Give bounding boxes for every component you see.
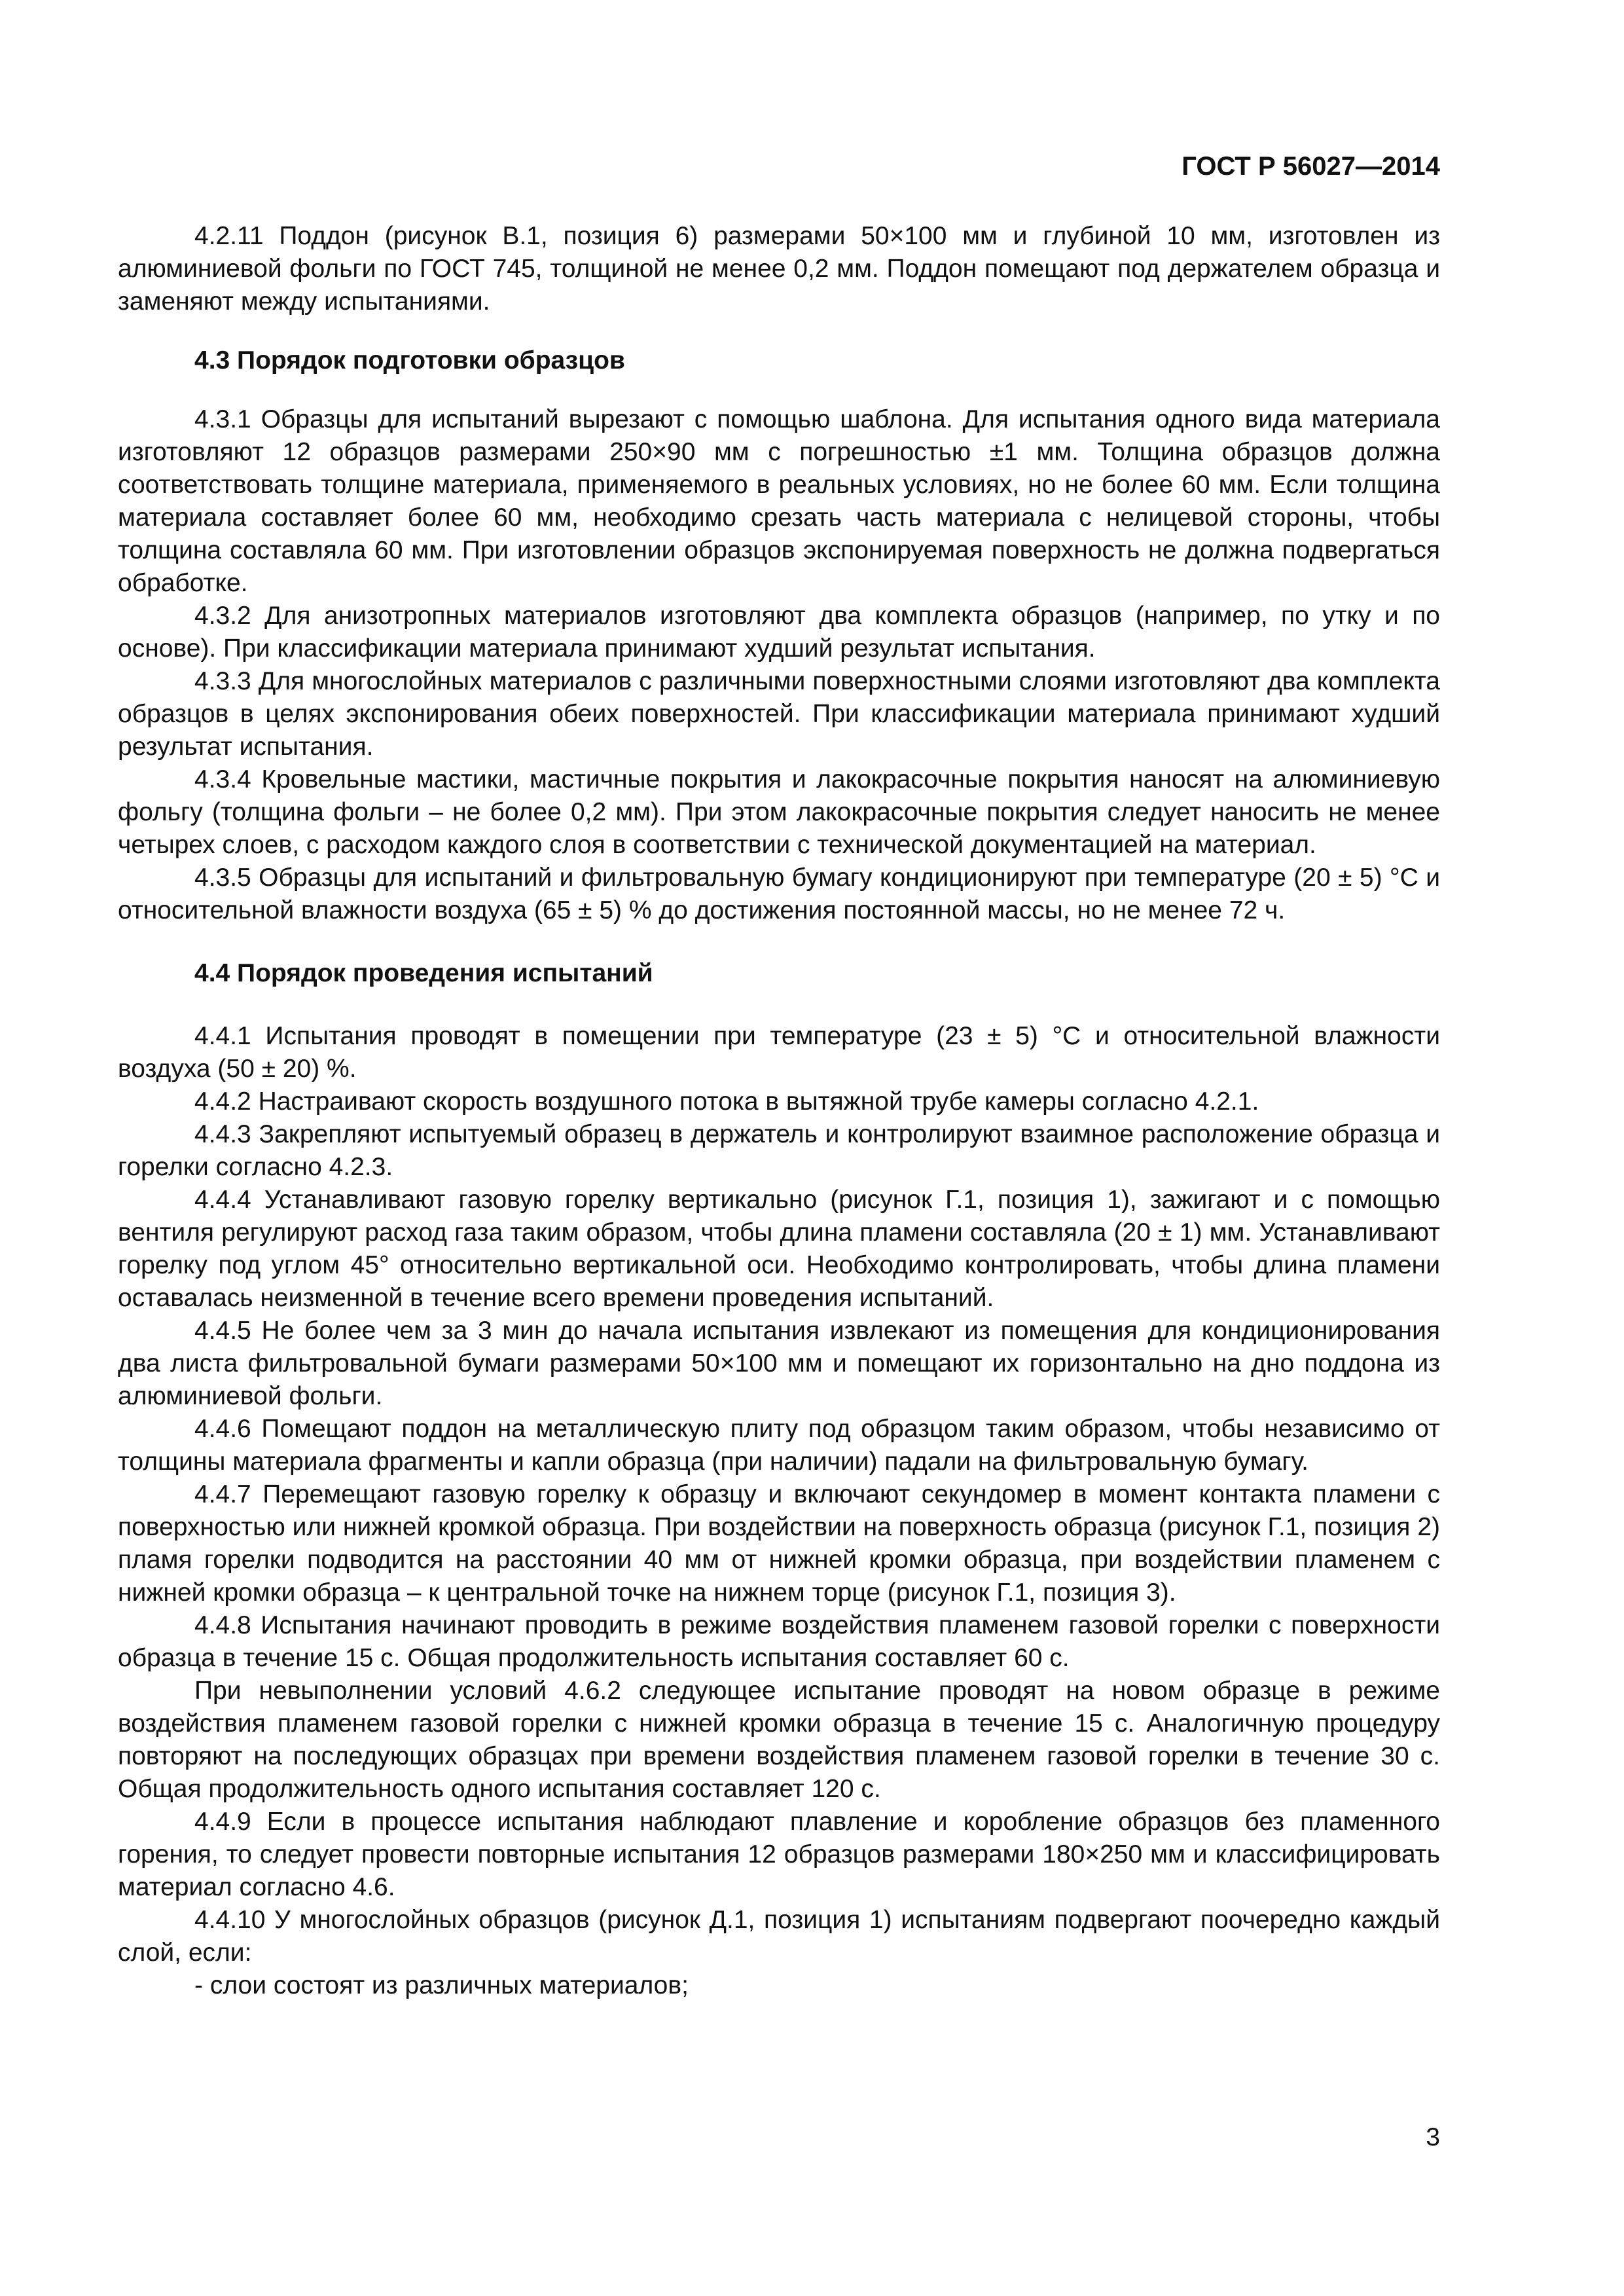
paragraph-4-4-8: 4.4.8 Испытания начинают проводить в режиме воздействия пламенем газовой горелки с поверхности образца в течение 15 с. Общая продолжительность испытания составляет 60 с.	[118, 1611, 1440, 1672]
paragraph-4-4-5: 4.4.5 Не более чем за 3 мин до начала испытания извлекают из помещения для кондиционирования два листа фильтровальной бумаги размерами 50×100 мм и помещают их горизонтально на дно поддона из алюминиевой фольги.	[118, 1317, 1440, 1410]
paragraph-4-3-1: 4.3.1 Образцы для испытаний вырезают с помощью шаблона. Для испытания одного вида материала изготовляют 12 образцов размерами 250×90 мм с погрешностью ±1 мм. Толщина образцов должна соответствовать толщине материала, применяемого в реальных условиях, но не более 60 мм. Если толщина материала составляет более 60 мм, необходимо срезать часть материала с нелицевой стороны, чтобы толщина составляла 60 мм. При изготовлении образцов экспонируемая поверхность не должна подвергаться обработке.	[118, 405, 1440, 597]
paragraph-4-4-9: 4.4.9 Если в процессе испытания наблюдают плавление и коробление образцов без пламенного горения, то следует провести повторные испытания 12 образцов размерами 180×250 мм и классифицировать материал согласно 4.6.	[118, 1808, 1440, 1901]
paragraph-4-3-5: 4.3.5 Образцы для испытаний и фильтровальную бумагу кондиционируют при температуре (20 ± 5) °С и относительной влажности воздуха (65 ± 5) % до достижения постоянной массы, но не менее 72 ч.	[118, 864, 1440, 924]
paragraph-4-4-6: 4.4.6 Помещают поддон на металлическую плиту под образцом таким образом, чтобы независимо от толщины материала фрагменты и капли образца (при наличии) падали на фильтровальную бумагу.	[118, 1415, 1440, 1476]
paragraph-4-4-10: 4.4.10 У многослойных образцов (рисунок Д.1, позиция 1) испытаниям подвергают поочередно каждый слой, если:	[118, 1906, 1440, 1967]
paragraph-4-4-7: 4.4.7 Перемещают газовую горелку к образцу и включают секундомер в момент контакта пламени с поверхностью или нижней кромкой образца. При воздействии на поверхность образца (рисунок Г.1, позиция 2) пламя горелки подводится на расстоянии 40 мм от нижней кромки образца, при воздействии пламенем с нижней кромки образца – к центральной точке на нижнем торце (рисунок Г.1, позиция 3).	[118, 1480, 1440, 1607]
paragraph-4-4-4: 4.4.4 Устанавливают газовую горелку вертикально (рисунок Г.1, позиция 1), зажигают и с помощью вентиля регулируют расход газа таким образом, чтобы длина пламени составляла (20 ± 1) мм. Устанавливают горелку под углом 45° относительно вертикальной оси. Необходимо контролировать, чтобы длина пламени оставалась неизменной в течение всего времени проведения испытаний.	[118, 1186, 1440, 1312]
paragraph-4-2-11: 4.2.11 Поддон (рисунок В.1, позиция 6) размерами 50×100 мм и глубиной 10 мм, изготовлен из алюминиевой фольги по ГОСТ 745, толщиной не менее 0,2 мм. Поддон помещают под держателем образца и заменяют между испытаниями.	[118, 222, 1440, 316]
paragraph-4-3-4: 4.3.4 Кровельные мастики, мастичные покрытия и лакокрасочные покрытия наносят на алюминиевую фольгу (толщина фольги – не более 0,2 мм). При этом лакокрасочные покрытия следует наносить не менее четырех слоев, с расходом каждого слоя в соответствии с технической документацией на материал.	[118, 765, 1440, 859]
document-id-header: ГОСТ Р 56027—2014	[1182, 152, 1440, 181]
paragraph-4-3-3: 4.3.3 Для многослойных материалов с различными поверхностными слоями изготовляют два комплекта образцов в целях экспонирования обеих поверхностей. При классификации материала принимают худший результат испытания.	[118, 667, 1440, 761]
page-number: 3	[1426, 2123, 1440, 2151]
section-heading-4-3: 4.3 Порядок подготовки образцов	[194, 346, 625, 374]
paragraph-4-4-1: 4.4.1 Испытания проводят в помещении при температуре (23 ± 5) °С и относительной влажности воздуха (50 ± 20) %.	[118, 1022, 1440, 1083]
document-body	[118, 151, 1440, 2002]
list-item: - слои состоят из различных материалов;	[194, 1971, 689, 1999]
paragraph-4-4-2: 4.4.2 Настраивают скорость воздушного потока в вытяжной трубе камеры согласно 4.2.1.	[194, 1087, 1259, 1116]
paragraph-4-4-8-continued: При невыполнении условий 4.6.2 следующее испытание проводят на новом образце в режиме воздействия пламенем газовой горелки с нижней кромки образца в течение 15 с. Аналогичную процедуру повторяют на последующих образцах при времени воздействия пламенем газовой горелки в течение 30 с. Общая продолжительность одного испытания составляет 120 с.	[118, 1677, 1440, 1803]
paragraph-4-4-3: 4.4.3 Закрепляют испытуемый образец в держатель и контролируют взаимное расположение образца и горелки согласно 4.2.3.	[118, 1120, 1440, 1181]
paragraph-4-3-2: 4.3.2 Для анизотропных материалов изготовляют два комплекта образцов (например, по утку и по основе). При классификации материала принимают худший результат испытания.	[118, 602, 1440, 663]
section-heading-4-4: 4.4 Порядок проведения испытаний	[194, 959, 653, 987]
